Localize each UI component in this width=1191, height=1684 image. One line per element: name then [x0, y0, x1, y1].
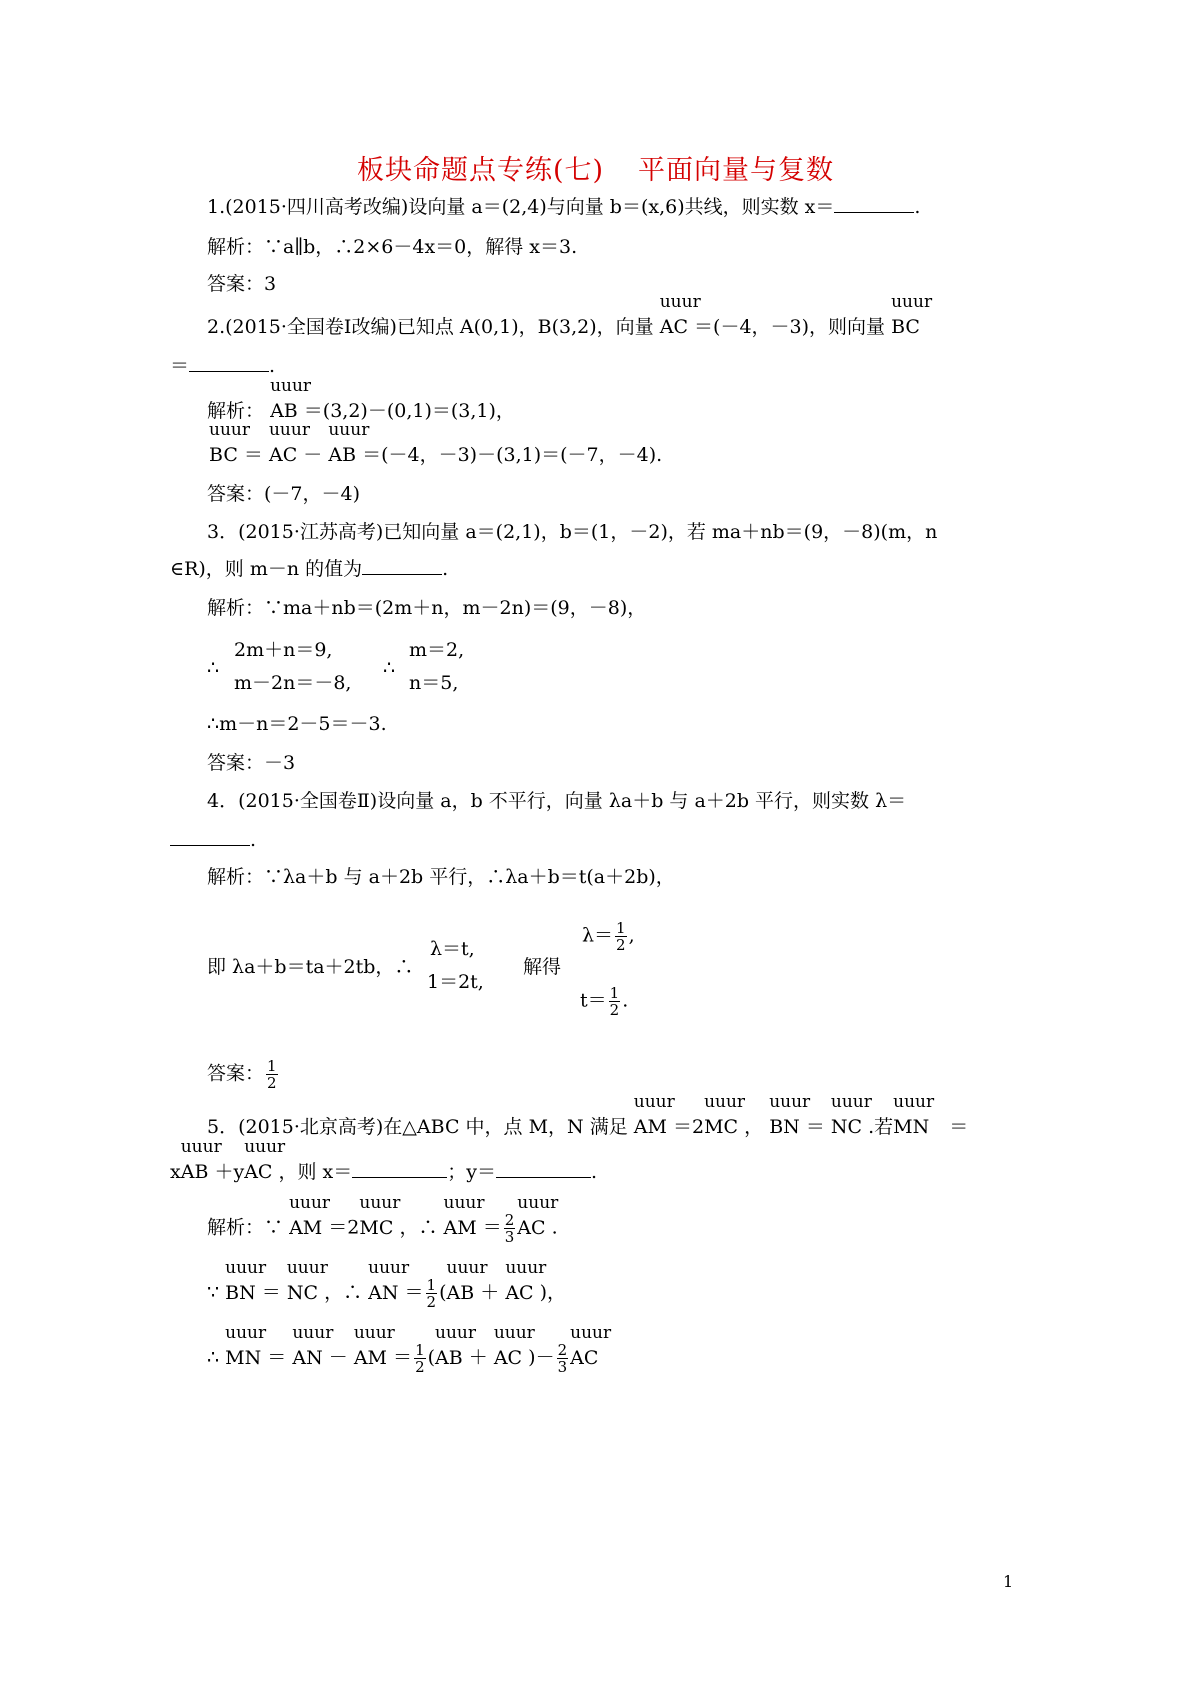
fraction: $\frac{1}{2}$ — [609, 984, 620, 1019]
fraction: $\frac{1}{2}$ — [426, 1276, 437, 1311]
fraction: $\frac{1}{2}$ — [415, 1341, 425, 1376]
q2-answer: 答案：(－7，－4) — [207, 483, 361, 505]
answer-blank — [170, 830, 250, 846]
q4-system-a: λ＝t, — [430, 938, 475, 960]
q3-system-1b: m－2n＝－8, — [234, 672, 352, 694]
q3-result: ∴m－n＝2－5＝－3. — [207, 713, 387, 735]
q5-solution-3: ∴ uuur MN ＝ uuur AN － uuur AM ＝ $\frac{1}{2}$ ( uuur AB ＋ uuur AC )－ $\frac{2}{3}$ uuur AC — [207, 1322, 612, 1376]
vector-am: uuur AM — [353, 1322, 395, 1369]
answer-blank-y — [496, 1162, 591, 1178]
vector-an: uuur AN — [368, 1257, 410, 1304]
vector-am: uuur AM — [289, 1192, 331, 1239]
answer-blank — [189, 356, 269, 372]
vector-nc: uuur NC — [830, 1092, 872, 1138]
q1-stem: 1.(2015·四川高考改编)设向量 a＝(2,4)与向量 b＝(x,6)共线，则实数 x＝ . — [207, 196, 921, 218]
q5-stem-cont: x uuur AB ＋y uuur AC ，则 x＝ ；y＝ . — [170, 1137, 598, 1183]
title-right: 平面向量与复数 — [638, 155, 835, 186]
vector-bc: uuur BC — [891, 292, 933, 338]
q3-answer: 答案：－3 — [207, 752, 296, 774]
vector-ac: uuur AC — [268, 420, 310, 466]
q2-stem: 2.(2015·全国卷Ⅰ改编)已知点 A(0,1)，B(3,2)，向量 uuur AC ＝(－4，－3)，则向量 uuur BC — [207, 292, 933, 338]
q4-stem-cont: . — [170, 828, 256, 852]
answer-blank — [834, 197, 914, 213]
q4-solution-t: t＝ $\frac{1}{2}$ . — [580, 984, 629, 1019]
q4-system-b: 1＝2t, — [427, 971, 484, 993]
vector-ac: uuur AC — [517, 1192, 559, 1239]
vector-ac: uuur AC — [570, 1322, 612, 1369]
therefore-sign: ∴ — [383, 657, 396, 679]
answer-blank-x — [352, 1162, 447, 1178]
vector-am: uuur AM — [633, 1092, 675, 1138]
q4-answer: 答案： $\frac{1}{2}$ — [207, 1057, 277, 1092]
vector-am: uuur AM — [443, 1192, 485, 1239]
vector-mn: uuur MN — [893, 1092, 935, 1138]
vector-mc: uuur MC — [359, 1192, 401, 1239]
vector-bc: uuur BC — [209, 420, 250, 466]
page-number: 1 — [1003, 1572, 1014, 1591]
vector-ab: uuur AB — [328, 420, 370, 466]
fraction: $\frac{2}{3}$ — [504, 1211, 515, 1246]
vector-mc: uuur MC — [704, 1092, 746, 1138]
vector-ac: uuur AC — [505, 1257, 547, 1304]
q2-solution-1: 解析： uuur AB ＝(3,2)－(0,1)＝(3,1)， — [207, 376, 515, 422]
q4-solution-2: 即 λa＋b＝ta＋2tb，∴ — [207, 956, 414, 978]
q4-solution-lambda: λ＝ $\frac{1}{2}$ , — [582, 919, 635, 954]
vector-an: uuur AN — [292, 1322, 334, 1369]
therefore-sign: ∴ — [207, 657, 220, 679]
answer-blank — [362, 559, 442, 575]
q1-answer: 答案：3 — [207, 273, 277, 295]
q4-stem: 4．(2015·全国卷Ⅱ)设向量 a，b 不平行，向量 λa＋b 与 a＋2b 平行，则实数 λ＝ — [207, 790, 907, 812]
vector-nc: uuur NC — [286, 1257, 328, 1304]
vector-bn: uuur BN — [769, 1092, 811, 1138]
vector-ab: uuur AB — [270, 376, 312, 422]
q2-stem-cont: ＝ . — [170, 355, 276, 377]
fraction: $\frac{2}{3}$ — [557, 1341, 568, 1376]
vector-ab: uuur AB — [446, 1257, 488, 1304]
q1-solution: 解析：∵a∥b，∴2×6－4x＝0，解得 x＝3. — [207, 236, 578, 258]
q4-solve-label: 解得 — [523, 956, 562, 978]
q3-system-2b: n＝5, — [409, 672, 459, 694]
vector-ab: uuur AB — [435, 1322, 477, 1369]
q5-stem: 5．(2015·北京高考)在△ABC 中，点 M，N 满足 uuur AM ＝2 uuur MC ， uuur BN ＝ uuur NC .若 uuur MN ＝ — [207, 1092, 969, 1138]
q3-system-2a: m＝2, — [409, 639, 465, 661]
vector-ac: uuur AC — [659, 292, 701, 338]
q4-solution: 解析：∵λa＋b 与 a＋2b 平行，∴λa＋b＝t(a＋2b)， — [207, 866, 675, 888]
q3-solution: 解析：∵ma＋nb＝(2m＋n，m－2n)＝(9，－8)， — [207, 597, 647, 619]
q3-system-1a: 2m＋n＝9, — [234, 639, 333, 661]
vector-ac: uuur AC — [493, 1322, 535, 1369]
q2-solution-2: uuur BC ＝ uuur AC － uuur AB ＝(－4，－3)－(3,1)＝(－7，－4). — [209, 420, 663, 466]
q5-solution-1: 解析：∵ uuur AM ＝2 uuur MC ，∴ uuur AM ＝ $\frac{2}{3}$ uuur AC . — [207, 1192, 559, 1246]
vector-ab: uuur AB — [180, 1137, 222, 1183]
q3-stem-cont: ∈R)，则 m－n 的值为 . — [170, 558, 449, 580]
fraction: $\frac{1}{2}$ — [616, 919, 626, 954]
vector-mn: uuur MN — [225, 1322, 267, 1369]
q3-stem: 3．(2015·江苏高考)已知向量 a＝(2,1)，b＝(1，－2)，若 ma＋nb＝(9，－8)(m，n — [207, 521, 938, 543]
vector-ac: uuur AC — [244, 1137, 286, 1183]
vector-bn: uuur BN — [225, 1257, 267, 1304]
title-left: 板块命题点专练(七) — [356, 155, 605, 186]
page-title — [0, 148, 1191, 187]
q5-solution-2: ∵ uuur BN ＝ uuur NC ，∴ uuur AN ＝ $\frac{1}{2}$ ( uuur AB ＋ uuur AC )， — [207, 1257, 567, 1311]
fraction: $\frac{1}{2}$ — [267, 1057, 277, 1092]
